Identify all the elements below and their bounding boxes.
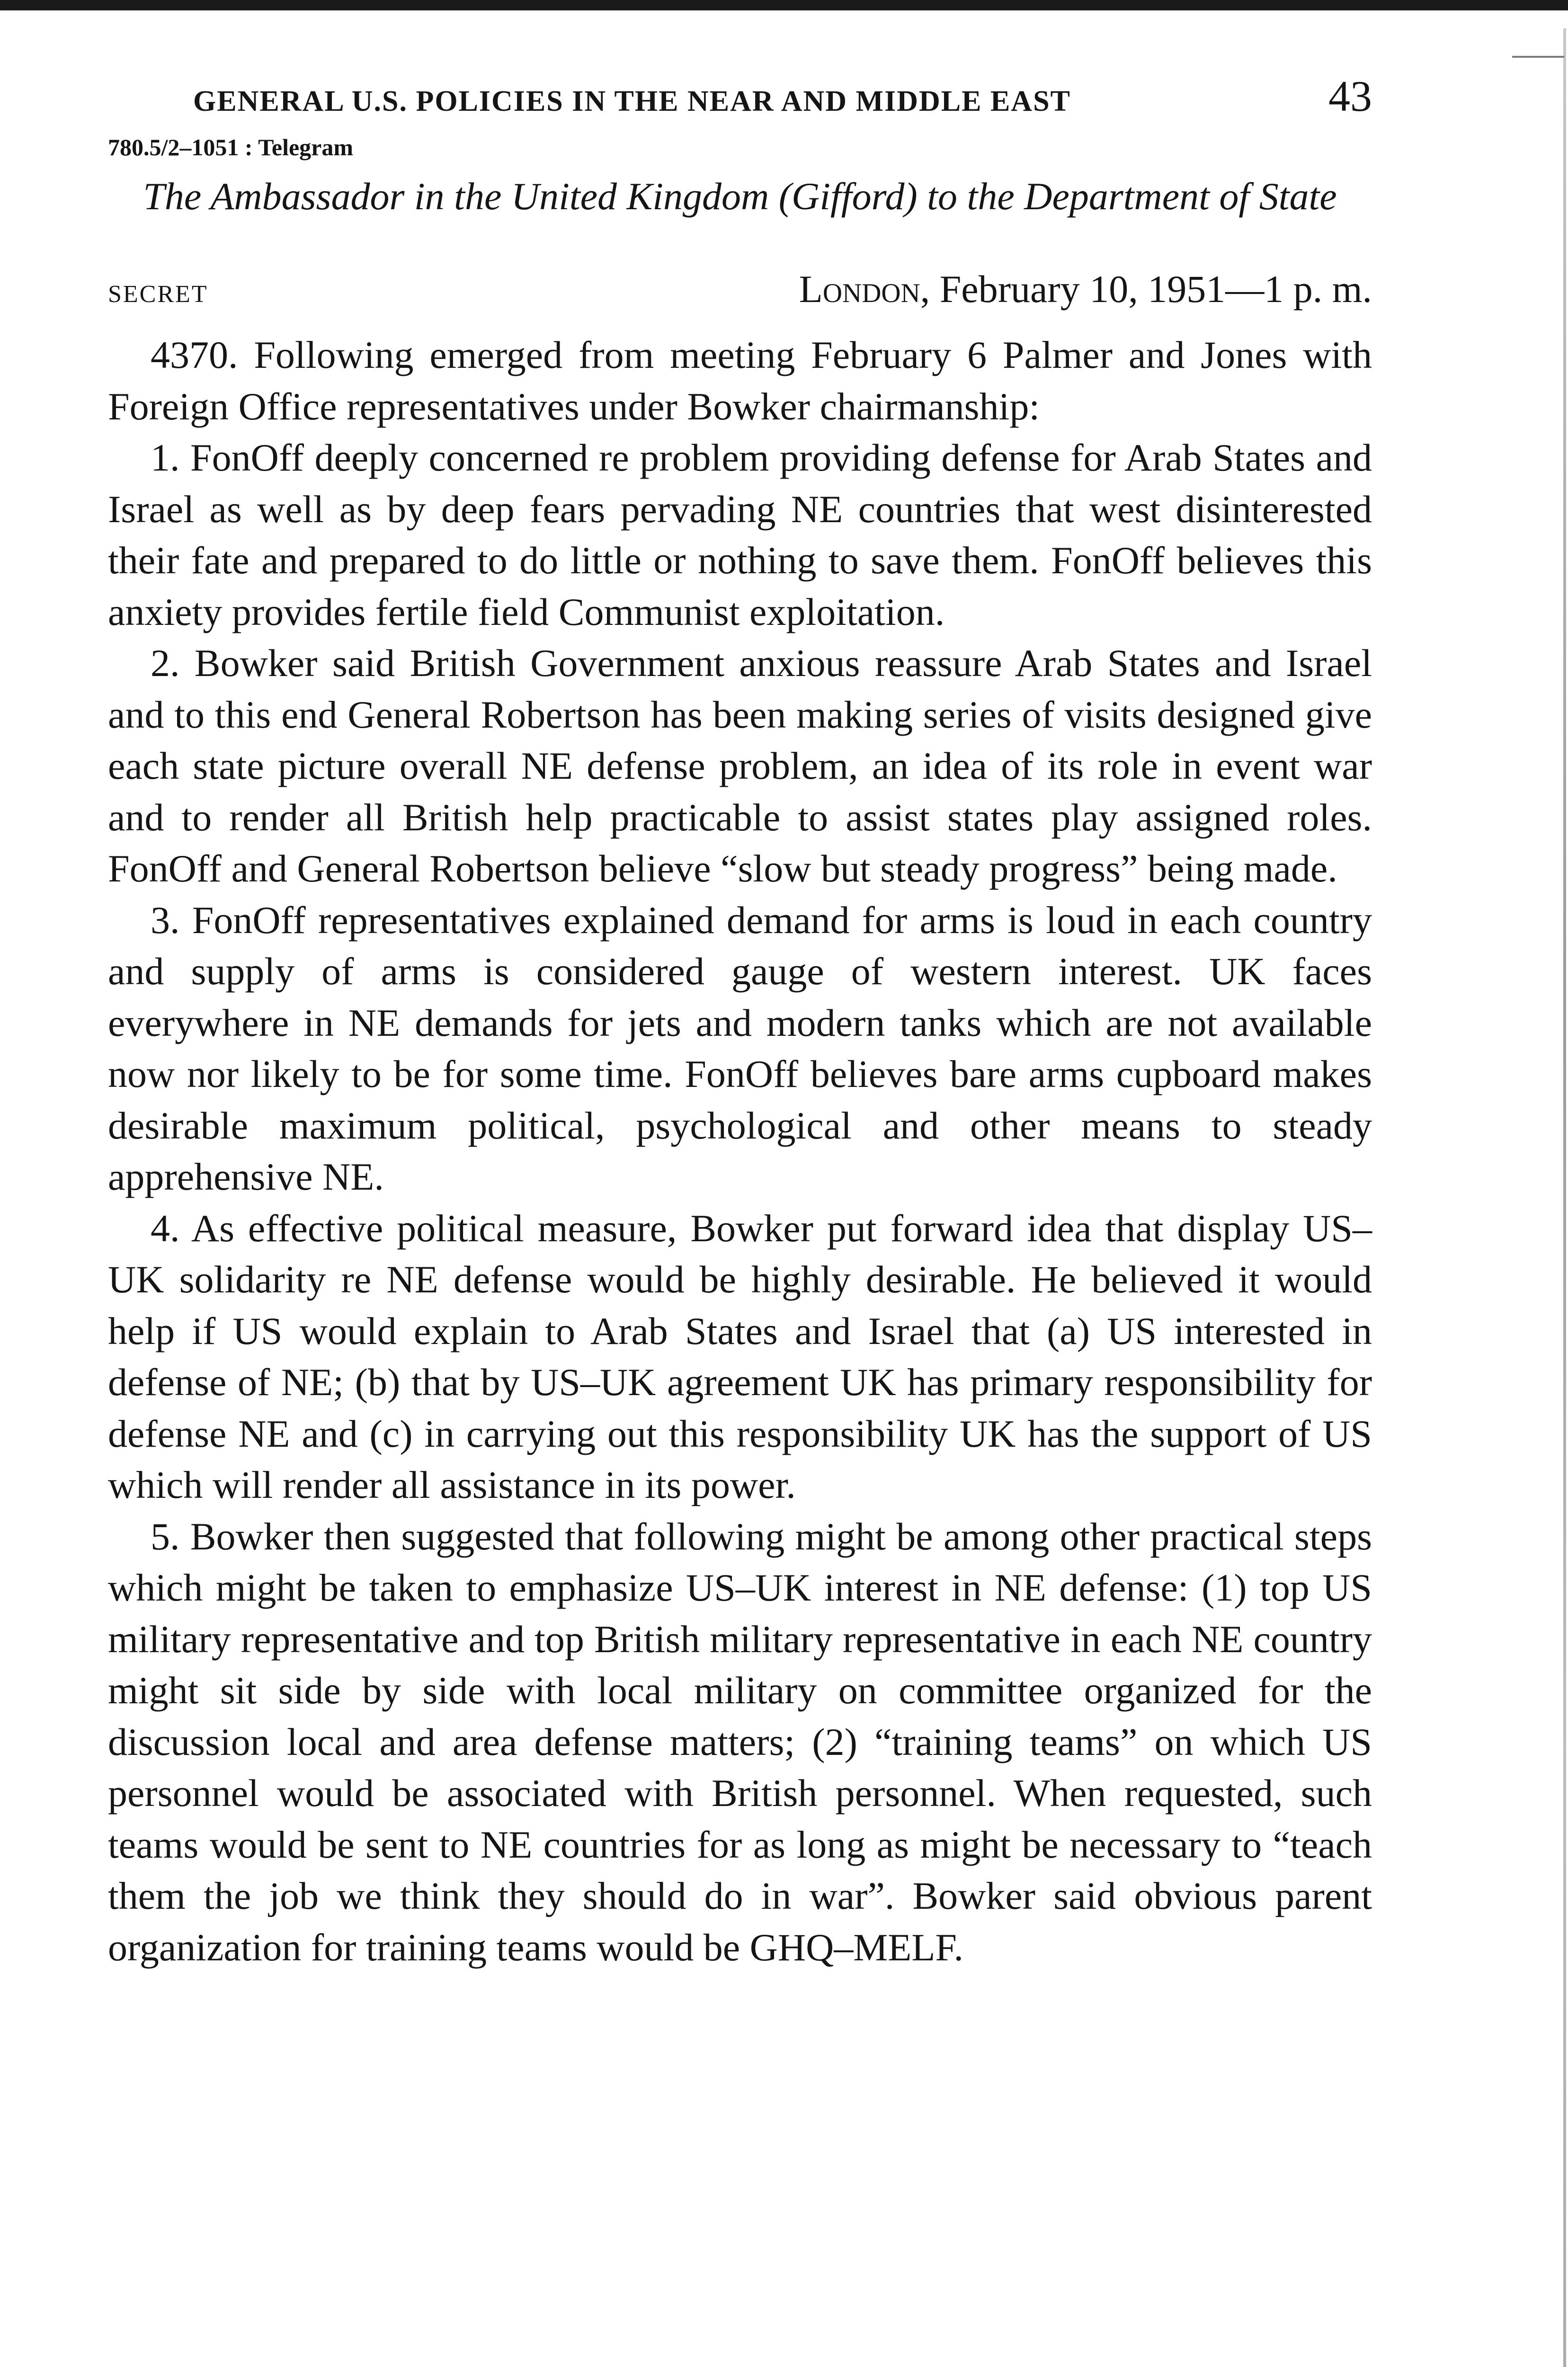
- place-name: London: [799, 267, 920, 311]
- paragraph-4: 4. As effective political measure, Bowker put forward idea that display US–UK solidarity re NE defense would be highly desirable. He believed it would help if US would explain to Arab States and Israel that (a) US interested in defense of NE; (b) that by US–UK agreement UK has primary responsibility for defense NE and (c) in carrying out this responsibility UK has the support of US which will render all assistance in its power.: [108, 1206, 1372, 1506]
- page-edge-shadow: [1563, 28, 1566, 2367]
- paragraph-1: 1. FonOff deeply concerned re problem providing defense for Arab States and Israel as well as by deep fears pervading NE countries that west disinterested their fate and prepared to do little or nothing to save them. FonOff believes this anxiety provides fertile field Communist exploitation.: [108, 436, 1372, 633]
- running-header: [108, 71, 1372, 123]
- page-number: 43: [1328, 72, 1372, 120]
- file-reference: 780.5/2–1051 : Telegram: [108, 134, 354, 160]
- page-edge-mark: [1512, 56, 1564, 58]
- top-border-rule: [0, 0, 1568, 10]
- dateline: [108, 267, 1372, 327]
- date-time: , February 10, 1951—1 p. m.: [920, 267, 1372, 311]
- document-page: [108, 71, 1372, 1973]
- place-date: [799, 267, 1372, 311]
- paragraph-2: 2. Bowker said British Government anxious reassure Arab States and Israel and to this end General Robertson has been making series of visits designed give each state picture overall NE defense problem, an idea of its role in event war and to render all British help practicable to assist states play assigned roles. FonOff and General Robertson believe “slow but steady progress” being made.: [108, 641, 1372, 890]
- paragraph-5: 5. Bowker then suggested that following might be among other practical steps which might be taken to emphasize US–UK interest in NE defense: (1) top US military representative and top British military representative in each NE country might sit side by side with local military on committee organized for the discussion local and area defense matters; (2) “training teams” on which US personnel would be associated with British personnel. When requested, such teams would be sent to NE countries for as long as might be necessary to “teach them the job we think they should do in war”. Bowker said obvious parent organization for training teams would be GHQ–MELF.: [108, 1514, 1372, 1969]
- classification-label: SECRET: [108, 281, 208, 308]
- running-title: GENERAL U.S. POLICIES IN THE NEAR AND MIDDLE EAST: [193, 85, 1071, 117]
- document-title: The Ambassador in the United Kingdom (Gifford) to the Department of State: [143, 175, 1337, 218]
- paragraph-3: 3. FonOff representatives explained demand for arms is loud in each country and supply of arms is considered gauge of western interest. UK faces everywhere in NE demands for jets and modern tanks which are not available now nor likely to be for some time. FonOff believes bare arms cupboard makes desirable maximum political, psychological and other means to steady apprehensive NE.: [108, 898, 1372, 1198]
- paragraph-intro: 4370. Following emerged from meeting February 6 Palmer and Jones with Foreign Office representatives under Bowker chairmanship:: [108, 333, 1372, 428]
- telegram-body: [108, 329, 1372, 1973]
